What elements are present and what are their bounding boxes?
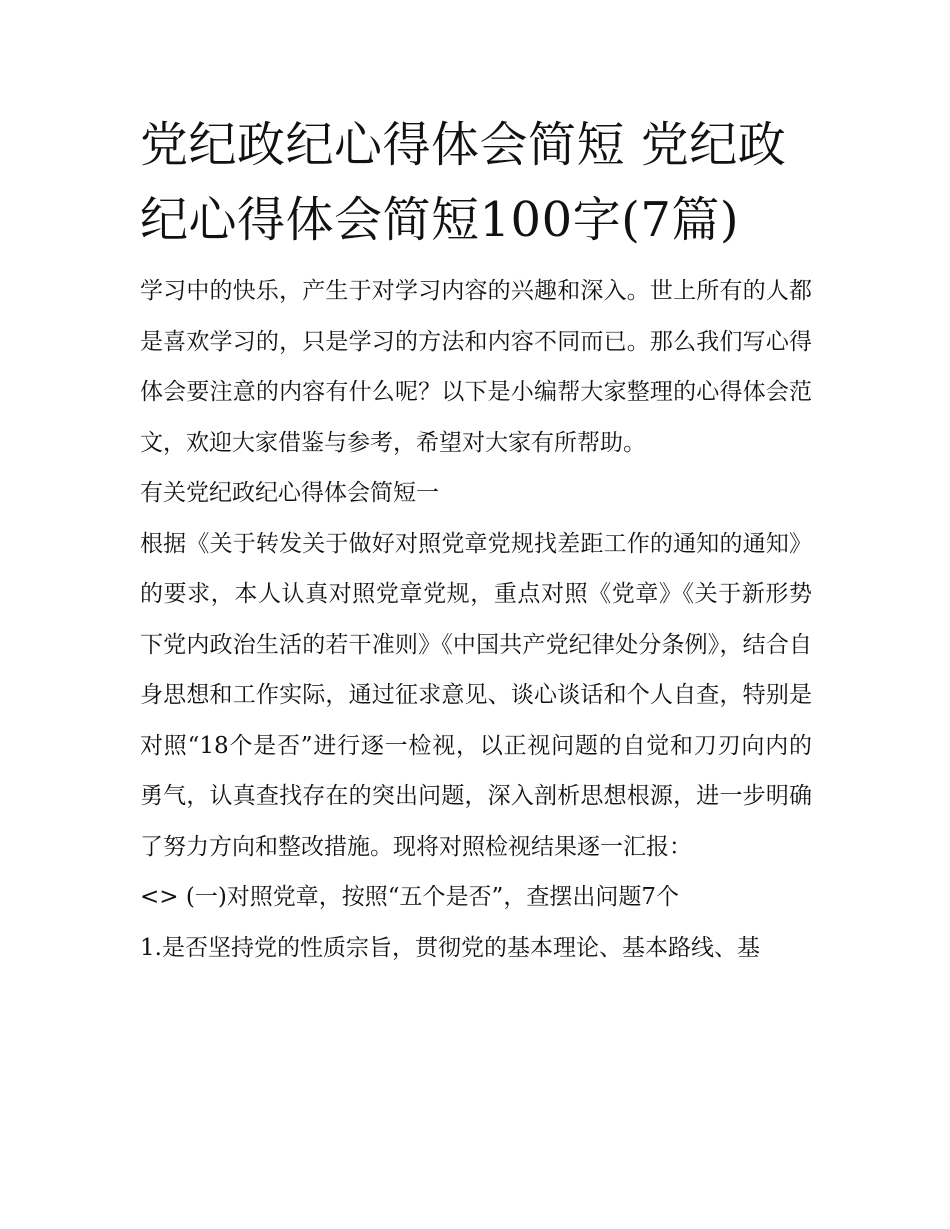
subsection-heading: <> (一)对照党章，按照“五个是否”，查摆出问题7个 [140,884,679,910]
body-paragraph: 根据《关于转发关于做好对照党章党规找差距工作的通知的通知》的要求，本人认真对照党章党规，重点对照《党章》《关于新形势下党内政治生活的若干准则》《中国共产党纪律处分条例》，结合自身思想和工作实际，通过征求意见、谈心谈话和个人自查，特别是对照“18个是否”进行逐一检视，以正视问题的自觉和刀刃向内的勇气，认真查找存在的突出问题，深入剖析思想根源，进一步明确了努力方向和整改措施。现将对照检视结果逐一汇报： [140,530,812,860]
section-heading: 有关党纪政纪心得体会简短一 [140,480,439,506]
document-page [140,108,812,973]
list-item: 1.是否坚持党的性质宗旨，贯彻党的基本理论、基本路线、基 [140,934,760,961]
document-title: 党纪政纪心得体会简短 党纪政纪心得体会简短100字(7篇) [140,117,787,248]
intro-paragraph: 学习中的快乐，产生于对学习内容的兴趣和深入。世上所有的人都是喜欢学习的，只是学习的方法和内容不同而已。那么我们写心得体会要注意的内容有什么呢？以下是小编帮大家整理的心得体会范文，欢迎大家借鉴与参考，希望对大家有所帮助。 [140,278,812,456]
